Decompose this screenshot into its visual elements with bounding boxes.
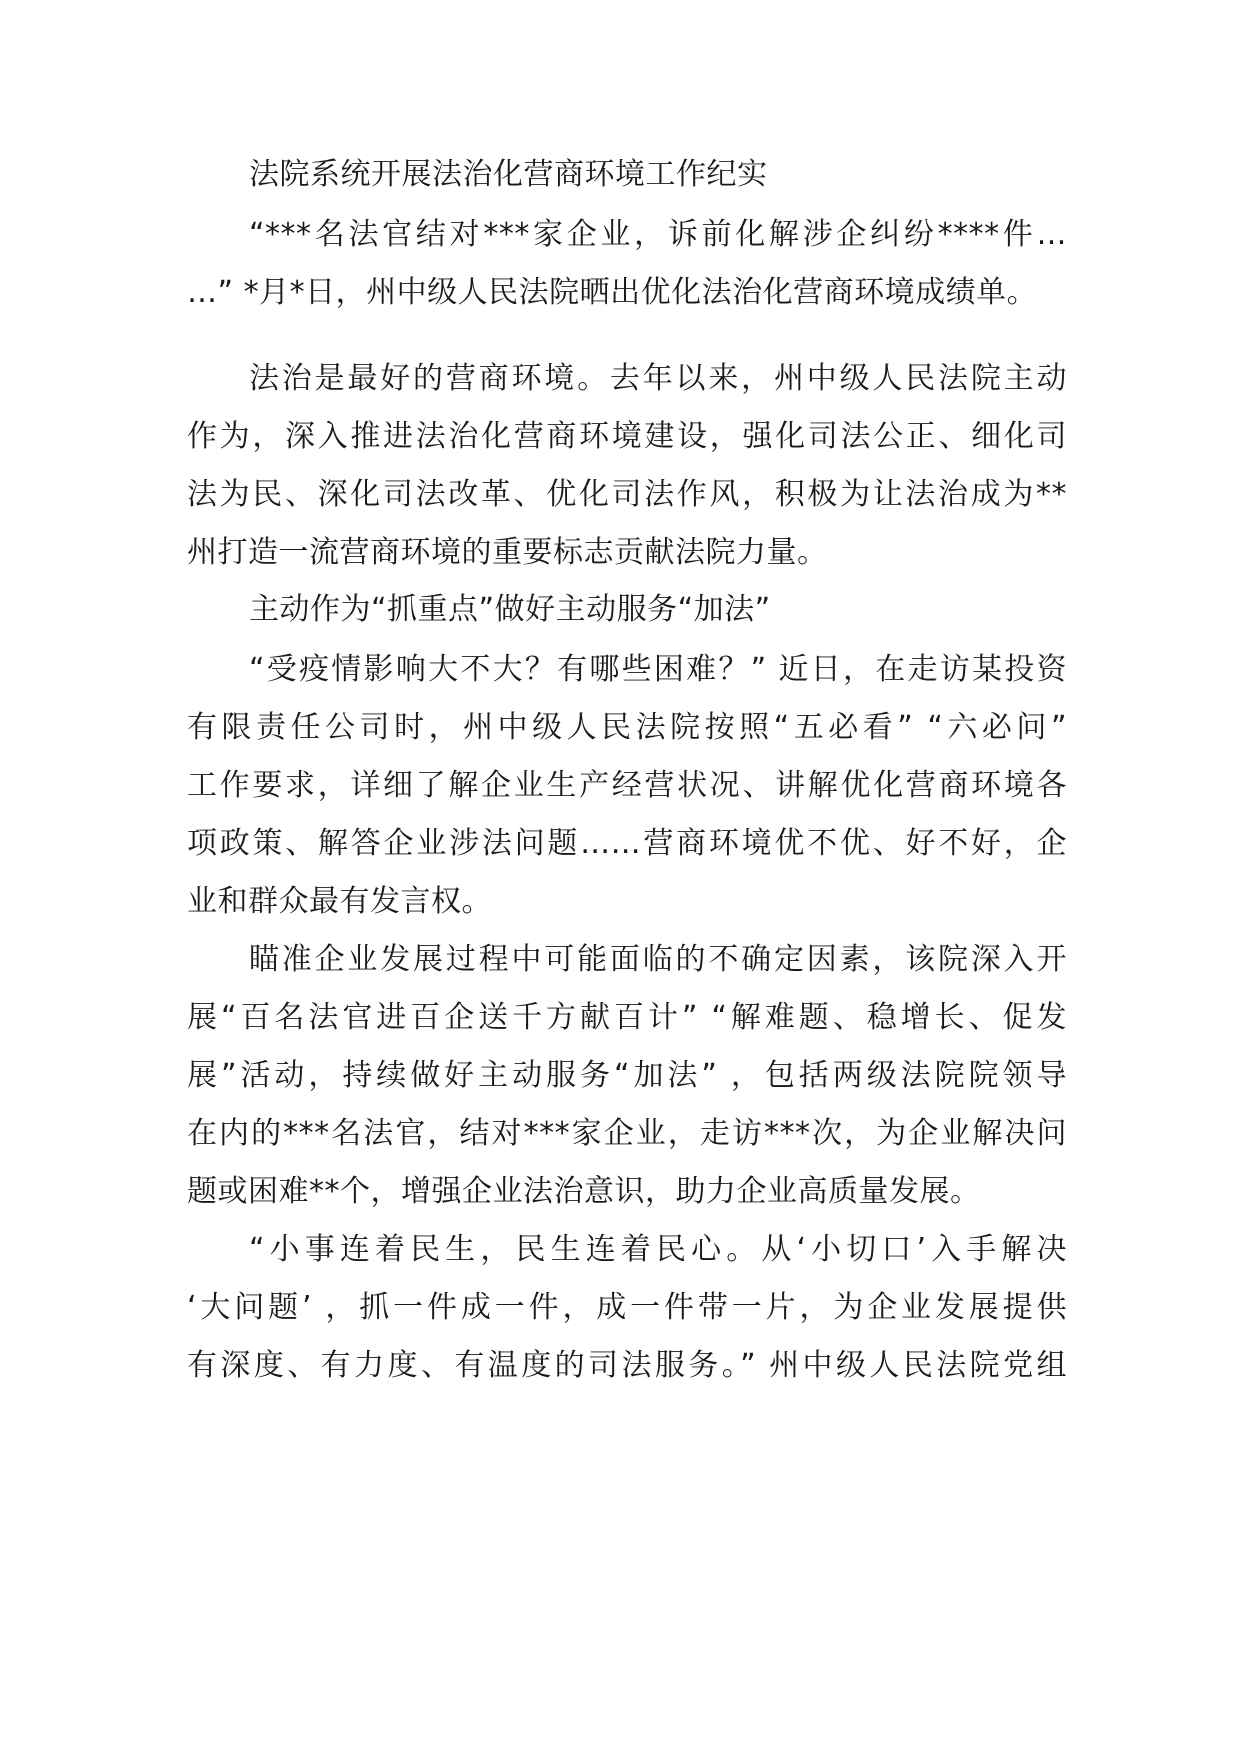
paragraph-4-line-1: 瞄准企业发展过程中可能面临的不确定因素，该院深入开 [249, 942, 1067, 977]
paragraph-3-line-1: “受疫情影响大不大？有哪些困难？” 近日，在走访某投资 [249, 652, 1067, 687]
paragraph-5-line-3: 有深度、有力度、有温度的司法服务。” 州中级人民法院党组 [187, 1348, 1067, 1383]
paragraph-4-line-5: 题或困难**个，增强企业法治意识，助力企业高质量发展。 [187, 1174, 981, 1209]
paragraph-3-line-5: 业和群众最有发言权。 [187, 884, 492, 919]
article-title: 法院系统开展法治化营商环境工作纪实 [249, 157, 768, 192]
paragraph-2-line-3: 法为民、深化司法改革、优化司法作风，积极为让法治成为** [187, 477, 1067, 512]
paragraph-2-line-2: 作为，深入推进法治化营商环境建设，强化司法公正、细化司 [187, 419, 1067, 454]
paragraph-5-line-1: “小事连着民生，民生连着民心。从‘小切口’入手解决 [249, 1232, 1067, 1267]
paragraph-4-line-4: 在内的***名法官，结对***家企业，走访***次，为企业解决问 [187, 1116, 1067, 1151]
paragraph-2-line-1: 法治是最好的营商环境。去年以来，州中级人民法院主动 [249, 361, 1067, 396]
paragraph-4-line-3: 展”活动，持续做好主动服务“加法” ，包括两级法院院领导 [187, 1058, 1067, 1093]
paragraph-1-line-2: …” *月*日，州中级人民法院晒出优化法治化营商环境成绩单。 [187, 275, 1038, 310]
section-heading: 主动作为“抓重点”做好主动服务“加法” [249, 592, 771, 627]
paragraph-3-line-3: 工作要求，详细了解企业生产经营状况、讲解优化营商环境各 [187, 768, 1067, 803]
paragraph-3-line-4: 项政策、解答企业涉法问题……营商环境优不优、好不好，企 [187, 826, 1067, 861]
paragraph-2-line-4: 州打造一流营商环境的重要标志贡献法院力量。 [187, 535, 828, 570]
paragraph-4-line-2: 展“百名法官进百企送千方献百计” “解难题、稳增长、促发 [187, 1000, 1067, 1035]
paragraph-3-line-2: 有限责任公司时，州中级人民法院按照“五必看” “六必问” [187, 710, 1067, 745]
paragraph-1-line-1: “***名法官结对***家企业，诉前化解涉企纠纷****件… [249, 217, 1067, 252]
paragraph-5-line-2: ‘大问题’ ，抓一件成一件，成一件带一片，为企业发展提供 [187, 1290, 1067, 1325]
